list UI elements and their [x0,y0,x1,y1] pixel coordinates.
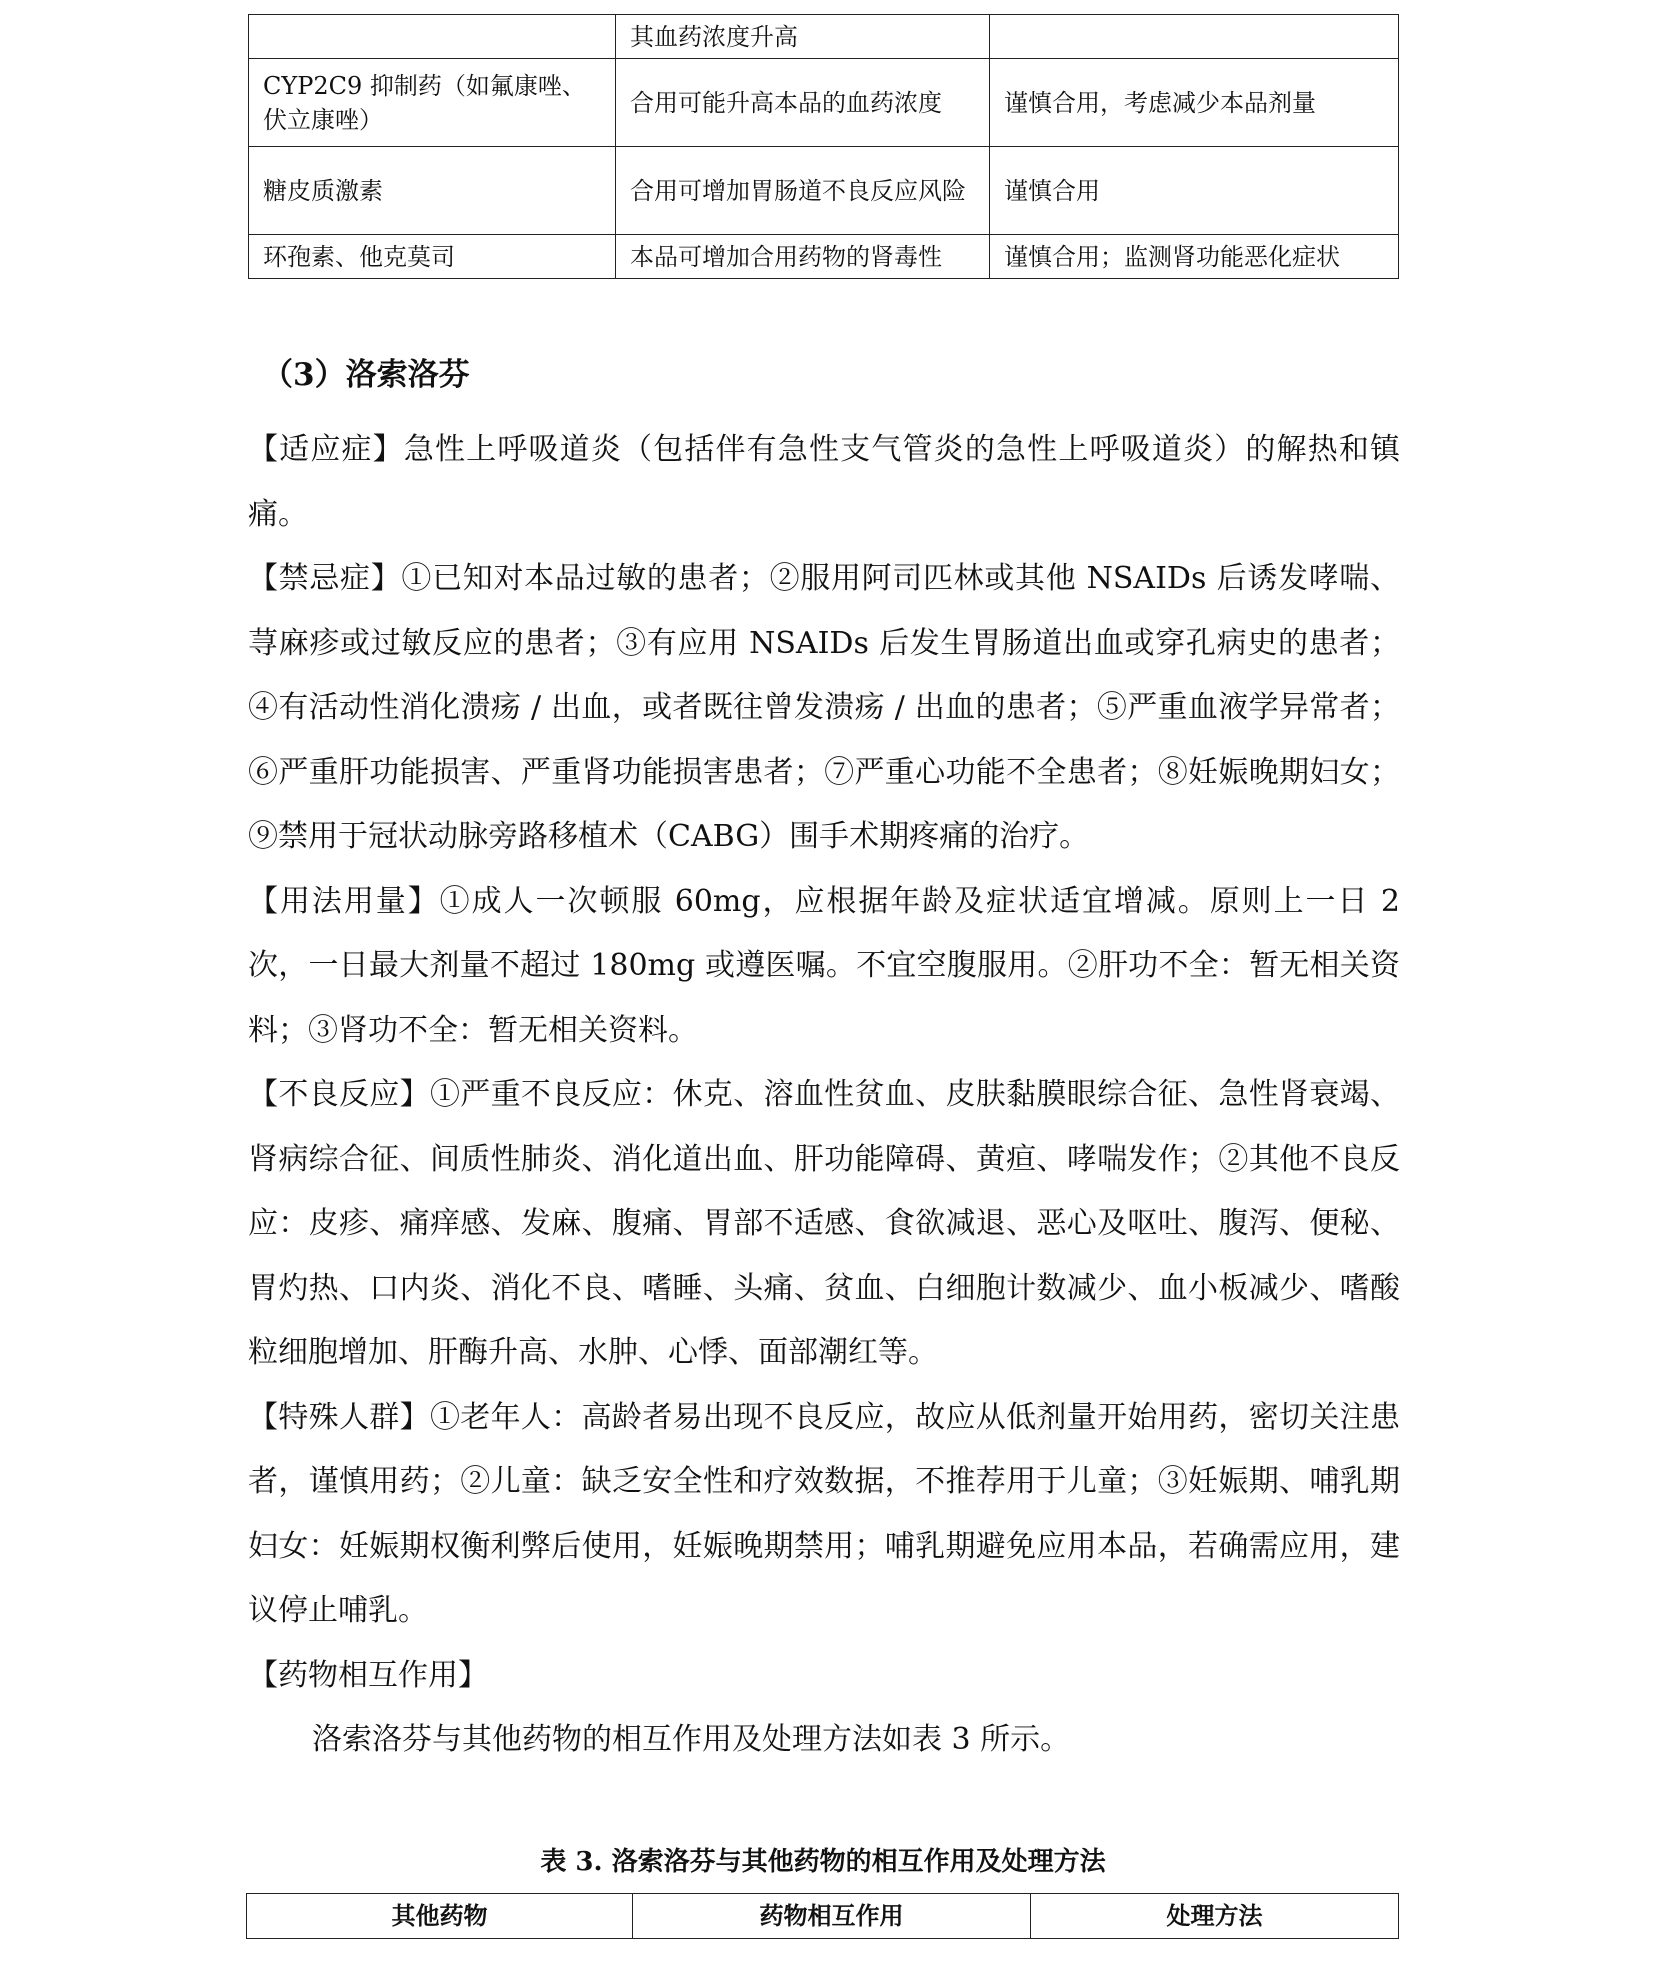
table-cell: 谨慎合用，考虑减少本品剂量 [990,59,1399,147]
table-cell [990,15,1399,59]
table-cell: 合用可增加胃肠道不良反应风险 [616,147,990,235]
drug-interaction-table-continued [248,14,1399,279]
table-cell: 环孢素、他克莫司 [249,235,616,279]
table-row [249,235,1399,279]
table-cell: 本品可增加合用药物的肾毒性 [616,235,990,279]
table-row [249,15,1399,59]
contraindications-paragraph: 【禁忌症】①已知对本品过敏的患者；②服用阿司匹林或其他 NSAIDs 后诱发哮喘、荨麻疹或过敏反应的患者；③有应用 NSAIDs 后发生胃肠道出血或穿孔病史的患者；④有活动性消化溃疡 / 出血，或者既往曾发溃疡 / 出血的患者；⑤严重血液学异常者；⑥严重肝功能损害、严重肾功能损害患者；⑦严重心功能不全患者；⑧妊娠晚期妇女；⑨禁用于冠状动脉旁路移植术（CABG）围手术期疼痛的治疗。 [248,561,1400,854]
table-3-header [246,1893,1399,1939]
table-cell: 其血药浓度升高 [616,15,990,59]
table-cell: CYP2C9 抑制药（如氟康唑、伏立康唑） [249,59,616,147]
table-cell [249,15,616,59]
dosage-paragraph: 【用法用量】①成人一次顿服 60mg，应根据年龄及症状适宜增减。原则上一日 2 次，一日最大剂量不超过 180mg 或遵医嘱。不宜空腹服用。②肝功不全：暂无相关资料；③肾功不全：暂无相关资料。 [248,883,1400,1048]
section-body [248,418,1400,1773]
table-row [249,147,1399,235]
table-cell: 谨慎合用 [990,147,1399,235]
table-caption: 表 3. 洛索洛芬与其他药物的相互作用及处理方法 [540,1847,1106,1877]
table-cell: 糖皮质激素 [249,147,616,235]
column-header-interaction: 药物相互作用 [633,1894,1031,1939]
column-header-other-drugs: 其他药物 [247,1894,633,1939]
table-intro-sentence: 洛索洛芬与其他药物的相互作用及处理方法如表 3 所示。 [312,1722,1071,1757]
table-cell: 谨慎合用；监测肾功能恶化症状 [990,235,1399,279]
drug-interactions-heading: 【药物相互作用】 [248,1657,488,1693]
column-header-management: 处理方法 [1031,1894,1399,1939]
special-populations-paragraph: 【特殊人群】①老年人：高龄者易出现不良反应，故应从低剂量开始用药，密切关注患者，谨慎用药；②儿童：缺乏安全性和疗效数据，不推荐用于儿童；③妊娠期、哺乳期妇女：妊娠期权衡利弊后使用，妊娠晚期禁用；哺乳期避免应用本品，若确需应用，建议停止哺乳。 [248,1399,1400,1628]
table-cell: 合用可能升高本品的血药浓度 [616,59,990,147]
section-heading: （3）洛索洛芬 [262,357,470,393]
table-header-row [247,1894,1399,1939]
adverse-reactions-paragraph: 【不良反应】①严重不良反应：休克、溶血性贫血、皮肤黏膜眼综合征、急性肾衰竭、肾病综合征、间质性肺炎、消化道出血、肝功能障碍、黄疸、哮喘发作；②其他不良反应：皮疹、痛痒感、发麻、腹痛、胃部不适感、食欲减退、恶心及呕吐、腹泻、便秘、胃灼热、口内炎、消化不良、嗜睡、头痛、贫血、白细胞计数减少、血小板减少、嗜酸粒细胞增加、肝酶升高、水肿、心悸、面部潮红等。 [248,1077,1400,1370]
table-row [249,59,1399,147]
indications-paragraph: 【适应症】急性上呼吸道炎（包括伴有急性支气管炎的急性上呼吸道炎）的解热和镇痛。 [248,432,1400,532]
